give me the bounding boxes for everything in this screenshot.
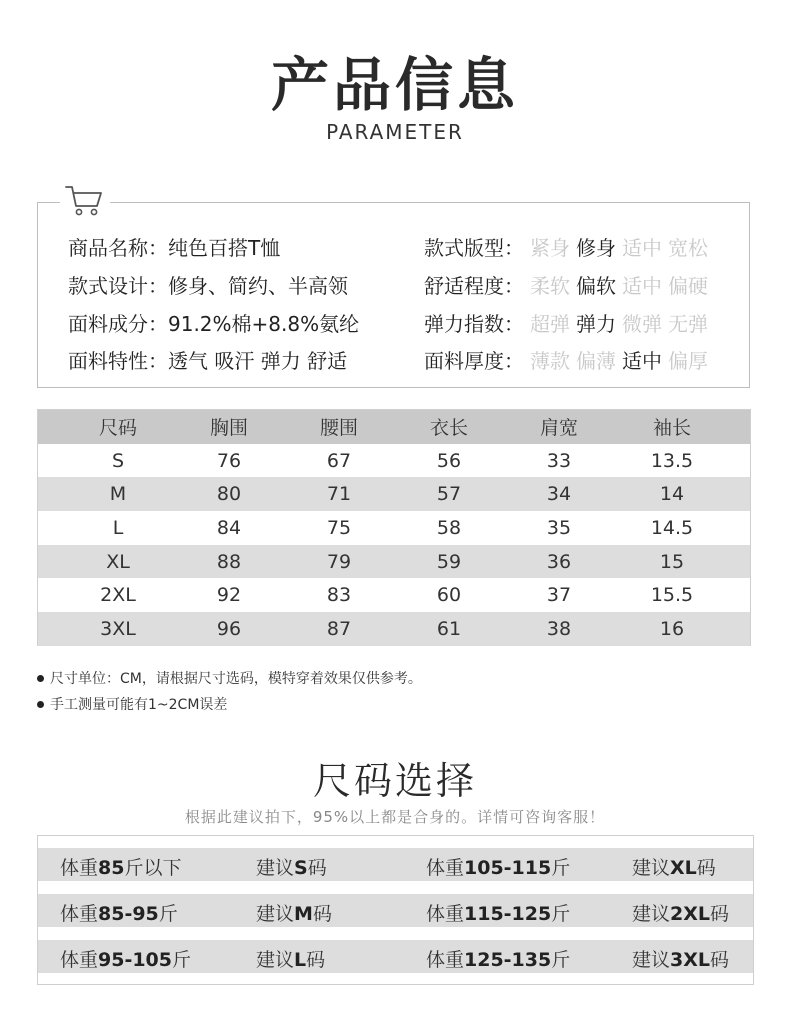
bold-value: 85 [98, 857, 125, 879]
size-select-subtitle: 根据此建议拍下，95%以上都是合身的。详情可咨询客服！ [184, 808, 606, 826]
size-recommend-box [37, 835, 754, 985]
info-value: 修身、简约、半高领 [168, 274, 348, 298]
table-cell: 88 [216, 550, 242, 573]
text: 斤 [551, 903, 571, 925]
note-item [37, 694, 227, 714]
info-row-right [424, 345, 708, 374]
info-label: 商品名称： [68, 236, 168, 260]
text: 斤 [172, 949, 192, 971]
info-row-left [68, 232, 280, 261]
info-value: 91.2%棉+8.8%氨纶 [168, 312, 360, 336]
table-cell: 35 [546, 516, 572, 539]
text: 建议 [256, 949, 295, 971]
info-value: 透气 吸汗 弹力 舒适 [168, 349, 348, 373]
bold-value: 85-95 [98, 903, 159, 925]
table-cell: 84 [216, 516, 242, 539]
text: 体重 [426, 857, 465, 879]
note-text: 尺寸单位：CM，请根据尺寸选码，模特穿着效果仅供参考。 [50, 671, 422, 687]
table-header-cell: 衣长 [429, 417, 468, 440]
table-cell: 15 [659, 550, 685, 573]
text: 码 [306, 949, 326, 971]
text: 体重 [60, 857, 99, 879]
table-cell: 15.5 [650, 584, 694, 607]
option: 无弹 [668, 312, 708, 336]
text: 斤 [158, 903, 178, 925]
bold-value: M [294, 903, 313, 925]
table-cell: 34 [546, 483, 572, 506]
table-cell: 87 [326, 618, 352, 641]
table-cell: 56 [436, 449, 462, 472]
size-table [37, 409, 751, 646]
table-cell: 38 [546, 618, 572, 641]
info-row-left [68, 270, 348, 299]
table-header-cell: 尺码 [98, 417, 137, 440]
table-cell: 2XL [100, 584, 136, 607]
table-cell: 14 [659, 483, 685, 506]
text: 码 [710, 949, 730, 971]
text: 建议 [632, 903, 671, 925]
table-cell: 96 [216, 618, 242, 641]
info-row-left [68, 308, 359, 337]
table-header-cell: 胸围 [209, 417, 248, 440]
weight-range [60, 853, 181, 880]
table-cell: 57 [436, 483, 462, 506]
bold-value: 95-105 [98, 949, 173, 971]
bold-value: XL [670, 857, 697, 879]
info-label: 弹力指数： [424, 312, 524, 336]
table-cell: 71 [326, 483, 352, 506]
text: 体重 [60, 949, 99, 971]
info-row-left [68, 345, 347, 374]
note-item [37, 668, 422, 688]
table-cell: 80 [216, 483, 242, 506]
table-cell: 67 [326, 449, 352, 472]
info-label: 面料厚度： [424, 349, 524, 373]
table-cell: 61 [436, 618, 462, 641]
table-cell: 33 [546, 449, 572, 472]
option: 宽松 [668, 236, 708, 260]
table-cell: XL [106, 550, 130, 573]
option: 薄款 [530, 349, 570, 373]
cart-icon [64, 184, 104, 218]
weight-range [426, 899, 570, 926]
size-suggestion [256, 945, 325, 972]
size-suggestion [632, 853, 716, 880]
option-selected: 偏软 [576, 274, 616, 298]
info-label: 款式版型： [424, 236, 524, 260]
table-cell: 59 [436, 550, 462, 573]
info-row-right [424, 270, 708, 299]
bold-value: S [294, 857, 308, 879]
info-label: 面料特性： [68, 349, 168, 373]
table-header [38, 410, 750, 444]
option: 紧身 [530, 236, 570, 260]
info-label: 款式设计： [68, 274, 168, 298]
option: 微弹 [622, 312, 662, 336]
table-cell: 92 [216, 584, 242, 607]
text: 斤 [551, 949, 571, 971]
text: 斤以下 [124, 857, 182, 879]
bold-value: 125-135 [464, 949, 552, 971]
bold-value: 2XL [670, 903, 710, 925]
size-suggestion [256, 853, 327, 880]
table-cell: 60 [436, 584, 462, 607]
table-cell: M [109, 483, 127, 506]
size-suggestion [256, 899, 332, 926]
table-row [38, 545, 750, 579]
text: 斤 [551, 857, 571, 879]
table-header-cell: 肩宽 [539, 417, 578, 440]
table-cell: 16 [659, 618, 685, 641]
text: 体重 [426, 903, 465, 925]
weight-range [426, 945, 570, 972]
table-cell: 37 [546, 584, 572, 607]
table-cell: 3XL [100, 618, 136, 641]
text: 码 [307, 857, 327, 879]
option: 偏薄 [576, 349, 616, 373]
option: 偏厚 [668, 349, 708, 373]
bullet-icon [37, 701, 44, 708]
info-label: 面料成分： [68, 312, 168, 336]
table-cell: 13.5 [650, 449, 694, 472]
weight-range [426, 853, 570, 880]
info-row-right [424, 232, 708, 261]
bold-value: 105-115 [464, 857, 552, 879]
option: 超弹 [530, 312, 570, 336]
table-row [38, 444, 750, 478]
bold-value: 115-125 [464, 903, 552, 925]
option-selected: 弹力 [576, 312, 616, 336]
info-row-right [424, 308, 708, 337]
option: 偏硬 [668, 274, 708, 298]
option-selected: 适中 [622, 349, 662, 373]
note-text: 手工测量可能有1~2CM误差 [50, 697, 228, 713]
recommend-row [38, 848, 753, 881]
table-row [38, 612, 750, 646]
table-cell: 14.5 [650, 516, 694, 539]
table-header-cell: 腰围 [319, 417, 358, 440]
table-row [38, 579, 750, 613]
text: 建议 [632, 857, 671, 879]
text: 建议 [256, 903, 295, 925]
table-cell: 76 [216, 449, 242, 472]
table-cell: S [111, 449, 125, 472]
size-select-title: 尺码选择 [312, 759, 477, 803]
text: 码 [710, 903, 730, 925]
option: 适中 [622, 274, 662, 298]
bold-value: L [294, 949, 307, 971]
table-cell: L [112, 516, 124, 539]
bullet-icon [37, 675, 44, 682]
size-suggestion [632, 945, 729, 972]
text: 建议 [256, 857, 295, 879]
page-title: 产品信息 [270, 51, 519, 119]
option: 柔软 [530, 274, 570, 298]
weight-range [60, 899, 178, 926]
info-value: 纯色百搭T恤 [168, 236, 281, 260]
text: 体重 [60, 903, 99, 925]
text: 码 [696, 857, 716, 879]
recommend-row [38, 940, 753, 973]
table-row [38, 477, 750, 511]
table-cell: 79 [326, 550, 352, 573]
table-row [38, 511, 750, 545]
table-cell: 36 [546, 550, 572, 573]
table-cell: 58 [436, 516, 462, 539]
option-selected: 修身 [576, 236, 616, 260]
table-cell: 75 [326, 516, 352, 539]
page-subtitle: PARAMETER [326, 120, 464, 144]
option: 适中 [622, 236, 662, 260]
info-label: 舒适程度： [424, 274, 524, 298]
weight-range [60, 945, 191, 972]
size-suggestion [632, 899, 729, 926]
bold-value: 3XL [670, 949, 710, 971]
table-cell: 83 [326, 584, 352, 607]
recommend-row [38, 894, 753, 927]
text: 体重 [426, 949, 465, 971]
table-header-cell: 袖长 [652, 417, 691, 440]
text: 码 [312, 903, 332, 925]
text: 建议 [632, 949, 671, 971]
